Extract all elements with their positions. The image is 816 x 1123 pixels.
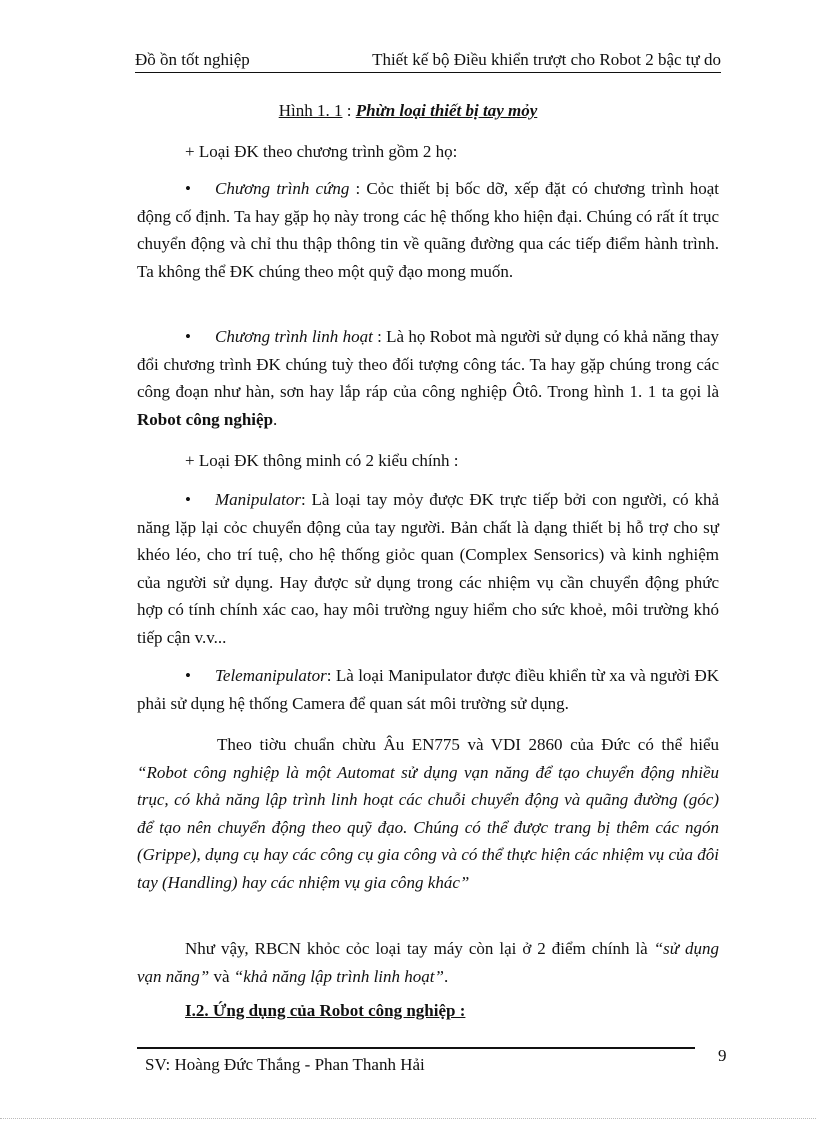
bullet-text: : Là họ Robot mà người sử dụng có khả năng thay đổi chương trình ĐK chúng tuỳ theo đối tượng công tác. Ta hay gặp chúng trong các công đoạn như hàn, sơn hay lắp ráp của công nghiệp Ôtô. Trong hình 1. 1 ta gọi là	[137, 327, 719, 401]
page-number: 9	[718, 1046, 727, 1065]
bullet-term: Telemanipulator	[215, 666, 327, 685]
definition-intro: Theo tiờu chuẩn chừu Âu EN775 và VDI 2860 của Đức có thể hiểu	[217, 735, 719, 754]
bullet-telemanipulator	[137, 662, 719, 717]
summary-end: .	[443, 966, 449, 986]
paragraph-standard-definition	[137, 731, 719, 896]
footer-authors: SV: Hoàng Đức Thắng - Phan Thanh Hải	[145, 1055, 425, 1074]
bullet-term: Manipulator	[215, 490, 301, 509]
definition-quote: “Robot công nghiệp là một Automat sử dụng vạn năng để tạo chuyển động nhiều trục, có khả năng lập trình linh hoạt các chuỗi chuyển động và quãng đường (góc) để tạo nên chuyển động theo quỹ đạo. Chúng có thể được trang bị thêm các ngón (Grippe), dụng cụ hay các công cụ gia công và có thể thực hiện các nhiệm vụ của đôi tay (Handling) hay các nhiệm vụ gia công khác”	[137, 762, 719, 892]
summary-quote-1: “sử dụng vạn năng”	[137, 939, 719, 986]
section-heading: I.2. Ứng dụng của Robot công nghiệp :	[185, 1001, 466, 1020]
paragraph-smart-types: + Loại ĐK thông minh có 2 kiểu chính :	[185, 451, 459, 470]
header-right: Thiết kế bộ Điều khiển trượt cho Robot 2 bậc tự do	[372, 50, 721, 69]
figure-caption	[0, 101, 816, 121]
paragraph-program-types: + Loại ĐK theo chương trình gồm 2 họ:	[185, 142, 458, 161]
bullet-icon: •	[185, 490, 191, 509]
footer-divider	[137, 1047, 695, 1049]
caption-separator: :	[342, 101, 356, 120]
bullet-term: Chương trình linh hoạt	[215, 327, 373, 346]
bullet-text: : Là loại tay mỏy được ĐK trực tiếp bởi con người, có khả năng lặp lại cỏc chuyển động của tay người. Bản chất là dạng thiết bị hỗ trợ cho sự khéo léo, cho trí tuệ, cho hệ thống giỏc quan (Complex Sensorics) và kinh nghiệm của người sử dụng. Hay được sử dụng trong các nhiệm vụ cần chuyển động phức hợp có tính chính xác cao, hay môi trường nguy hiểm cho sức khoẻ, môi trường khó tiếp cận v.v...	[137, 490, 719, 647]
bullet-text: : Là loại Manipulator được điều khiển từ xa và người ĐK phải sử dụng hệ thống Camera để quan sát môi trường sử dụng.	[137, 666, 719, 713]
header-left: Đồ ồn tốt nghiệp	[135, 50, 250, 69]
bullet-icon: •	[185, 666, 191, 685]
bullet-flexible-program	[137, 323, 719, 433]
page-bottom-border	[0, 1118, 816, 1119]
bullet-icon: •	[185, 179, 191, 198]
bullet-end: .	[273, 409, 278, 429]
bullet-icon: •	[185, 327, 191, 346]
bullet-bold: Robot công nghiệp	[137, 409, 274, 429]
summary-text: Như vậy, RBCN khỏc cỏc loại tay máy còn lại ở 2 điểm chính là	[185, 939, 654, 958]
paragraph-summary	[137, 935, 719, 990]
summary-quote-2: “khả năng lập trình linh hoạt”	[233, 966, 444, 986]
summary-mid: và	[209, 966, 234, 986]
page-header	[135, 50, 721, 73]
bullet-text: : Cỏc thiết bị bốc dỡ, xếp đặt có chương trình hoạt động cố định. Ta hay gặp họ này trong các hệ thống kho hiện đại. Chúng có rất ít trục chuyển động và chỉ thu thập thông tin về quãng đường qua các tiếp điểm hành trình. Ta không thể ĐK chúng theo một quỹ đạo mong muốn.	[137, 179, 719, 281]
caption-number: Hình 1. 1	[278, 101, 343, 120]
bullet-term: Chương trình cứng	[215, 179, 350, 198]
caption-title: Phừn loại thiết bị tay mỏy	[355, 101, 538, 120]
bullet-hard-program	[137, 175, 719, 285]
bullet-manipulator	[137, 486, 719, 651]
